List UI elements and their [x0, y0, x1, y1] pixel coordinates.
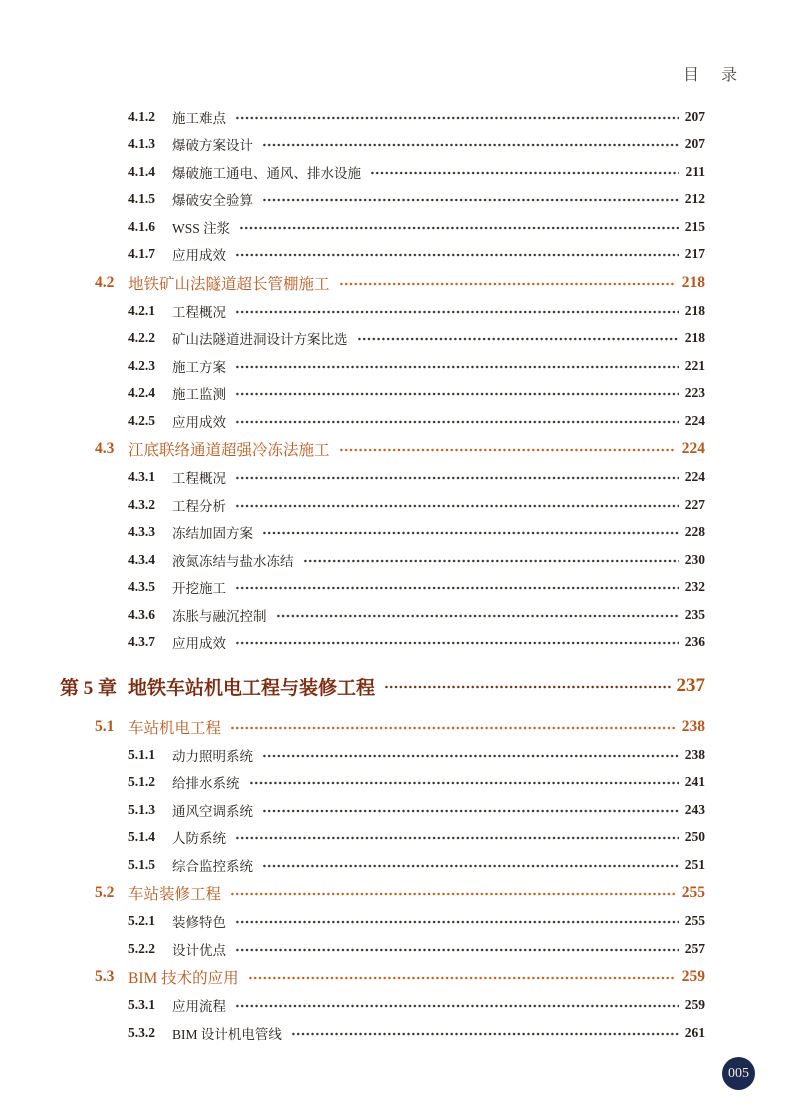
leader-dots — [370, 170, 679, 176]
toc-entry — [60, 851, 705, 879]
entry-title: 应用流程 — [172, 999, 226, 1015]
entry-title: 施工监测 — [172, 387, 226, 403]
entry-page-number: 212 — [684, 191, 705, 207]
entry-page-number: 255 — [681, 884, 705, 901]
entry-title: 开挖施工 — [172, 581, 226, 597]
entry-number: 5.1.1 — [128, 746, 155, 762]
entry-title: WSS 注浆 — [172, 220, 231, 236]
entry-page-number: 218 — [684, 330, 705, 346]
entry-title: 动力照明系统 — [172, 748, 253, 764]
toc-entry — [60, 712, 705, 741]
entry-title: 装修特色 — [172, 915, 226, 931]
leader-dots — [262, 142, 679, 148]
leader-dots — [357, 336, 679, 342]
leader-dots — [339, 447, 676, 453]
entry-page-number: 221 — [684, 357, 705, 373]
entry-number: 5.3 — [95, 968, 115, 985]
entry-page-number: 250 — [684, 829, 705, 845]
entry-page-number: 228 — [684, 524, 705, 540]
entry-number: 5.3.1 — [128, 997, 155, 1013]
entry-title: 冻胀与融沉控制 — [172, 608, 267, 624]
entry-title: 应用成效 — [172, 248, 226, 264]
toc-entry — [60, 186, 705, 214]
leader-dots — [262, 808, 679, 814]
entry-title: 爆破安全验算 — [172, 193, 253, 209]
leader-dots — [235, 835, 679, 841]
toc-entry — [60, 908, 705, 936]
leader-dots — [235, 640, 679, 646]
toc-entry — [60, 1019, 705, 1047]
toc-entry — [60, 380, 705, 408]
entry-page-number: 218 — [684, 302, 705, 318]
leader-dots — [235, 364, 679, 370]
entry-title: 人防系统 — [172, 831, 226, 847]
entry-title: 工程分析 — [172, 498, 226, 514]
page-number-badge — [722, 1057, 755, 1090]
entry-page-number: 230 — [684, 551, 705, 567]
leader-dots — [235, 947, 679, 953]
entry-number: 5.1 — [95, 717, 115, 735]
toc-entry — [60, 796, 705, 824]
entry-number: 4.1.7 — [128, 246, 155, 262]
toc-entry — [60, 879, 705, 908]
toc-entry — [60, 741, 705, 769]
leader-dots — [230, 725, 676, 731]
leader-dots — [235, 115, 679, 121]
leader-dots — [235, 391, 679, 397]
leader-dots — [384, 684, 670, 690]
entry-page-number: 232 — [684, 579, 705, 595]
entry-number: 4.3.4 — [128, 551, 155, 567]
entry-title: 工程概况 — [172, 471, 226, 487]
entry-title: 综合监控系统 — [172, 858, 253, 874]
entry-page-number: 238 — [684, 746, 705, 762]
entry-number: 5.1.4 — [128, 829, 155, 845]
leader-dots — [276, 613, 679, 619]
entry-number: 4.3.6 — [128, 606, 155, 622]
entry-title: 爆破施工通电、通风、排水设施 — [172, 165, 361, 181]
entry-number: 4.1.4 — [128, 163, 155, 179]
entry-title: BIM 技术的应用 — [128, 970, 239, 987]
entry-number: 4.2.5 — [128, 412, 155, 428]
page-number-badge-label: 005 — [728, 1065, 749, 1081]
toc-entry — [60, 992, 705, 1020]
toc-entry — [60, 352, 705, 380]
leader-dots — [239, 225, 679, 231]
entry-page-number: 251 — [684, 856, 705, 872]
entry-title: 应用成效 — [172, 636, 226, 652]
leader-dots — [230, 891, 676, 897]
toc-entry — [60, 519, 705, 547]
entry-number: 4.3.3 — [128, 524, 155, 540]
entry-number: 4.2 — [95, 273, 115, 291]
leader-dots — [291, 1031, 679, 1037]
leader-dots — [262, 863, 679, 869]
toc-list — [60, 0, 705, 1047]
leader-dots — [262, 197, 679, 203]
entry-title: 施工难点 — [172, 110, 226, 126]
toc-entry — [60, 824, 705, 852]
leader-dots — [235, 309, 679, 315]
entry-page-number: 227 — [684, 496, 705, 512]
entry-title: 车站机电工程 — [128, 719, 222, 737]
entry-number: 4.1.5 — [128, 191, 155, 207]
entry-page-number: 224 — [684, 469, 705, 485]
entry-title: 冻结加固方案 — [172, 526, 253, 542]
toc-entry — [60, 629, 705, 657]
toc-entry — [60, 268, 705, 297]
entry-page-number: 217 — [684, 246, 705, 262]
toc-entry — [60, 574, 705, 602]
entry-page-number: 223 — [684, 385, 705, 401]
entry-page-number: 211 — [685, 163, 705, 179]
entry-title: 爆破方案设计 — [172, 138, 253, 154]
leader-dots — [235, 585, 679, 591]
toc-entry — [60, 464, 705, 492]
toc-entry — [60, 491, 705, 519]
entry-number: 5.2 — [95, 884, 115, 901]
toc-header-title: 目 录 — [682, 67, 740, 84]
entry-title: BIM 设计机电管线 — [172, 1026, 282, 1042]
entry-page-number: 257 — [684, 940, 705, 956]
entry-number: 4.1.6 — [128, 218, 155, 234]
entry-page-number: 241 — [684, 774, 705, 790]
leader-dots — [249, 780, 679, 786]
leader-dots — [235, 419, 679, 425]
entry-number: 5.1.2 — [128, 774, 155, 790]
toc-entry — [60, 131, 705, 159]
entry-page-number: 255 — [684, 913, 705, 929]
entry-page-number: 238 — [681, 717, 705, 735]
leader-dots — [248, 975, 676, 981]
entry-number: 5.2.1 — [128, 913, 155, 929]
toc-entry — [60, 325, 705, 353]
entry-title: 液氮冻结与盐水冻结 — [172, 553, 294, 569]
entry-page-number: 224 — [681, 440, 705, 457]
entry-page-number: 261 — [684, 1024, 705, 1040]
toc-entry — [60, 158, 705, 186]
toc-entry — [60, 769, 705, 797]
toc-entry — [60, 103, 705, 131]
leader-dots — [303, 558, 679, 564]
toc-entry — [60, 241, 705, 269]
entry-title: 施工方案 — [172, 359, 226, 375]
leader-dots — [262, 753, 679, 759]
entry-number: 4.2.2 — [128, 330, 155, 346]
entry-page-number: 243 — [684, 801, 705, 817]
leader-dots — [235, 503, 679, 509]
entry-page-number: 207 — [684, 108, 705, 124]
leader-dots — [339, 281, 676, 287]
leader-dots — [235, 919, 679, 925]
entry-number: 第 5 章 — [60, 677, 118, 699]
toc-entry — [60, 297, 705, 325]
entry-page-number: 259 — [684, 997, 705, 1013]
entry-number: 4.1.3 — [128, 136, 155, 152]
entry-title: 车站装修工程 — [128, 886, 222, 903]
entry-number: 4.2.1 — [128, 302, 155, 318]
entry-title: 通风空调系统 — [172, 803, 253, 819]
toc-entry — [60, 546, 705, 574]
toc-entry — [60, 601, 705, 629]
entry-number: 5.3.2 — [128, 1024, 155, 1040]
entry-page-number: 235 — [684, 606, 705, 622]
entry-title: 工程概况 — [172, 304, 226, 320]
entry-title: 地铁车站机电工程与装修工程 — [128, 677, 376, 699]
entry-page-number: 237 — [676, 675, 705, 696]
leader-dots — [262, 530, 679, 536]
entry-title: 应用成效 — [172, 414, 226, 430]
leader-dots — [235, 252, 679, 258]
entry-title: 江底联络通道超强冷冻法施工 — [128, 442, 330, 459]
toc-entry — [60, 213, 705, 241]
entry-number: 5.1.5 — [128, 856, 155, 872]
entry-page-number: 259 — [681, 968, 705, 985]
entry-number: 4.2.4 — [128, 385, 155, 401]
entry-number: 4.3.7 — [128, 634, 155, 650]
entry-page-number: 218 — [681, 273, 705, 291]
toc-entry — [60, 666, 705, 706]
leader-dots — [235, 475, 679, 481]
entry-number: 4.3.1 — [128, 469, 155, 485]
entry-number: 4.3.2 — [128, 496, 155, 512]
entry-number: 4.2.3 — [128, 357, 155, 373]
entry-page-number: 207 — [684, 136, 705, 152]
toc-entry — [60, 407, 705, 435]
entry-number: 5.1.3 — [128, 801, 155, 817]
entry-number: 5.2.2 — [128, 940, 155, 956]
toc-entry — [60, 435, 705, 464]
entry-title: 给排水系统 — [172, 776, 240, 792]
entry-title: 地铁矿山法隧道超长管棚施工 — [128, 275, 330, 293]
entry-number: 4.3 — [95, 440, 115, 457]
leader-dots — [235, 1003, 679, 1009]
toc-entry — [60, 935, 705, 963]
entry-number: 4.1.2 — [128, 108, 155, 124]
entry-page-number: 236 — [684, 634, 705, 650]
entry-page-number: 215 — [684, 218, 705, 234]
entry-page-number: 224 — [684, 412, 705, 428]
entry-title: 设计优点 — [172, 942, 226, 958]
entry-title: 矿山法隧道进洞设计方案比选 — [172, 332, 348, 348]
toc-entry — [60, 963, 705, 992]
entry-number: 4.3.5 — [128, 579, 155, 595]
